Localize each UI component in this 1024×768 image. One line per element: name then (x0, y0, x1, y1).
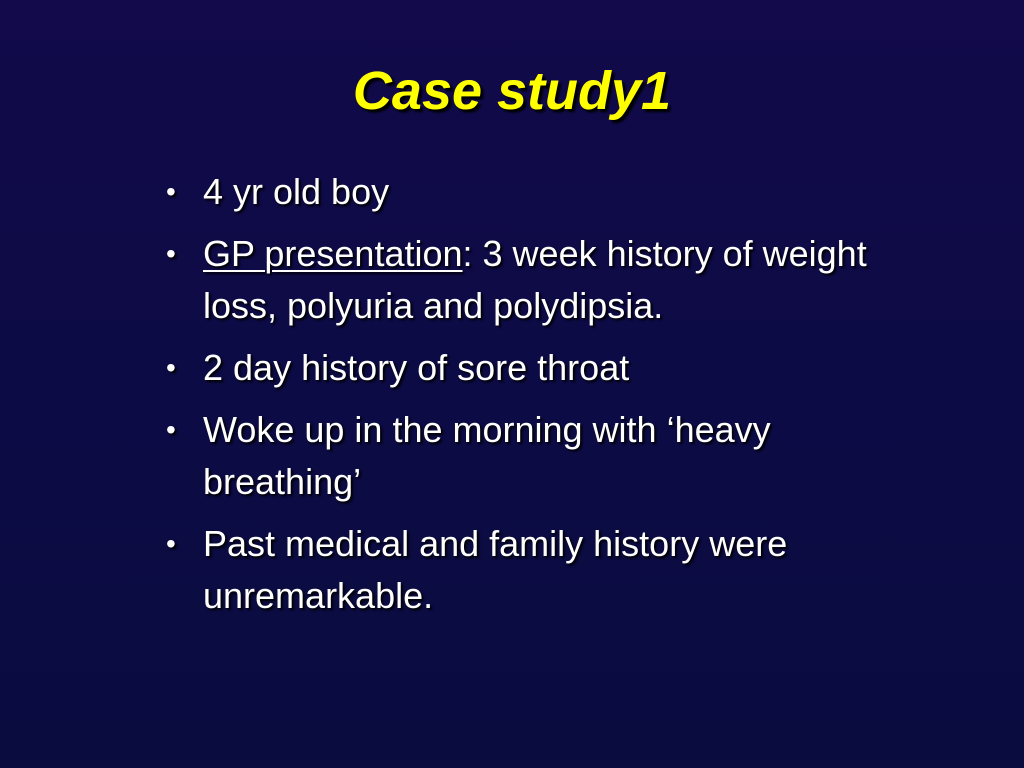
bullet-text: Past medical and family history were unremarkable. (203, 523, 788, 616)
bullet-icon: • (166, 414, 176, 445)
bullet-icon: • (166, 528, 176, 559)
bullet-item-history (162, 518, 902, 622)
bullet-lead-label: GP presentation (203, 233, 463, 274)
bullet-text: 4 yr old boy (203, 171, 390, 212)
bullet-list (162, 166, 902, 632)
bullet-item-gp-presentation (162, 228, 902, 332)
bullet-item-sore-throat (162, 342, 902, 394)
slide-title: Case study1 (352, 61, 672, 121)
bullet-icon: • (166, 176, 176, 207)
bullet-text: Woke up in the morning with ‘heavy breathing’ (203, 409, 771, 502)
bullet-icon: • (166, 352, 176, 383)
bullet-item-heavy-breathing (162, 404, 902, 508)
bullet-text: : 3 week history of weight loss, polyuria and polydipsia. (203, 233, 867, 326)
bullet-text: 2 day history of sore throat (203, 347, 630, 388)
bullet-item-age (162, 166, 902, 218)
bullet-icon: • (166, 238, 176, 269)
